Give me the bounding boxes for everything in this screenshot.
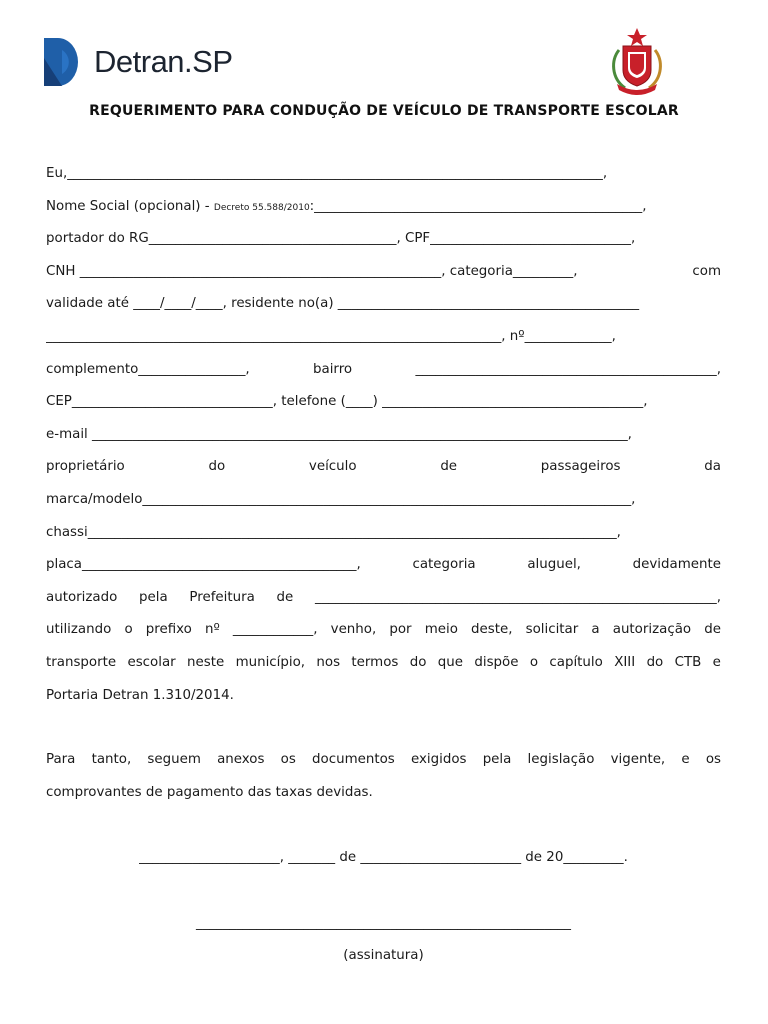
complement-text: complemento________________, xyxy=(46,361,250,377)
word: por xyxy=(389,622,412,638)
name-line: Eu,________________________________________________________________________________, xyxy=(46,166,608,181)
word: que xyxy=(437,654,464,670)
word: anexos xyxy=(217,752,265,768)
prefix-line xyxy=(46,618,721,651)
social-name-blank: :_________________________________________________, xyxy=(309,198,647,214)
municipality-blank: ____________________________________________________________, xyxy=(315,589,721,605)
word: nos xyxy=(316,654,341,670)
word: legislação xyxy=(527,752,595,768)
word: do xyxy=(646,654,664,670)
date-line: _____________________, _______ de ________________________ de 20_________. xyxy=(139,850,628,866)
word: transporte xyxy=(46,654,117,670)
cnh-line xyxy=(46,260,721,293)
word: aluguel, xyxy=(527,557,581,573)
prefix-blank: ____________, xyxy=(232,622,318,638)
word: do xyxy=(409,654,427,670)
owner-line xyxy=(46,455,721,488)
word: Prefeitura xyxy=(189,589,255,605)
word: de xyxy=(276,589,294,605)
rg-cpf-line: portador do RG_____________________________________, CPF______________________________, xyxy=(46,231,636,247)
word: a xyxy=(591,622,600,638)
word: capítulo xyxy=(549,654,603,670)
word: deste, xyxy=(471,622,513,638)
school-transport-line xyxy=(46,651,721,684)
attachments-line xyxy=(46,748,721,781)
word: meio xyxy=(424,622,458,638)
word: dispõe xyxy=(474,654,519,670)
word: município, xyxy=(235,654,306,670)
social-name-label: Nome Social (opcional) - xyxy=(46,198,214,214)
document-header xyxy=(0,0,768,119)
word: e xyxy=(712,654,721,670)
cep-phone-line: CEP______________________________, telefone (____) _______________________________________, xyxy=(46,394,648,410)
word: escolar xyxy=(127,654,176,670)
address-number-line: ____________________________________________________________________, nº_____________, xyxy=(46,328,616,344)
word: pela xyxy=(482,752,512,768)
cnh-with: com xyxy=(692,263,721,279)
word: solicitar xyxy=(525,622,579,638)
neighborhood-label: bairro xyxy=(313,361,353,377)
word: pela xyxy=(139,589,168,605)
detran-logo-mark-icon xyxy=(44,38,86,86)
plate-text: placa_________________________________________, xyxy=(46,557,361,573)
word: proprietário xyxy=(46,459,125,475)
word: de xyxy=(704,622,721,638)
word: venho, xyxy=(330,622,377,638)
word: utilizando xyxy=(46,622,112,638)
chassis-line: chassi_______________________________________________________________________________, xyxy=(46,524,621,540)
word: de xyxy=(440,459,458,475)
word: XIII xyxy=(614,654,636,670)
word: categoria xyxy=(412,557,476,573)
document-title: REQUERIMENTO PARA CONDUÇÃO DE VEÍCULO DE TRANSPORTE ESCOLAR xyxy=(89,103,679,119)
detran-logo xyxy=(44,38,233,86)
word: o xyxy=(529,654,539,670)
word: devidamente xyxy=(632,557,721,573)
brand-model-line: marca/modelo_________________________________________________________________________, xyxy=(46,491,636,507)
word: CTB xyxy=(674,654,702,670)
email-line: e-mail ________________________________________________________________________________, xyxy=(46,426,632,442)
word: documentos xyxy=(312,752,395,768)
word: vigente, xyxy=(610,752,666,768)
complement-line xyxy=(46,358,721,391)
neighborhood-blank: _____________________________________________, xyxy=(415,361,721,377)
cnh-text: CNH ______________________________________________________, categoria_________, xyxy=(46,263,578,279)
word: e xyxy=(681,752,690,768)
word: tanto, xyxy=(91,752,132,768)
word: do xyxy=(208,459,226,475)
brand-name: Detran.SP xyxy=(94,44,233,79)
word: os xyxy=(280,752,296,768)
word: Para xyxy=(46,752,76,768)
word: autorização xyxy=(612,622,692,638)
word: nº xyxy=(204,622,220,638)
word: exigidos xyxy=(410,752,467,768)
validity-address-line: validade até ____/____/____, residente no(a) _____________________________________________ xyxy=(46,296,640,312)
word: o xyxy=(124,622,133,638)
word: os xyxy=(705,752,721,768)
ordinance-line: Portaria Detran 1.310/2014. xyxy=(46,687,234,703)
form-body xyxy=(46,162,721,977)
word: neste xyxy=(187,654,225,670)
social-name-line xyxy=(46,195,721,228)
word: seguem xyxy=(147,752,201,768)
word: passageiros xyxy=(540,459,621,475)
fees-line: comprovantes de pagamento das taxas devidas. xyxy=(46,784,373,800)
word: veículo xyxy=(308,459,357,475)
municipality-line xyxy=(46,586,721,619)
sao-paulo-coat-of-arms-icon xyxy=(603,26,671,96)
word: da xyxy=(704,459,721,475)
plate-line xyxy=(46,553,721,586)
word: autorizado xyxy=(46,589,118,605)
word: termos xyxy=(351,654,399,670)
signature-line: ________________________________________________________ xyxy=(196,915,571,931)
word: prefixo xyxy=(145,622,192,638)
decree-reference: Decreto 55.588/2010 xyxy=(213,202,310,213)
signature-label: (assinatura) xyxy=(343,948,424,964)
